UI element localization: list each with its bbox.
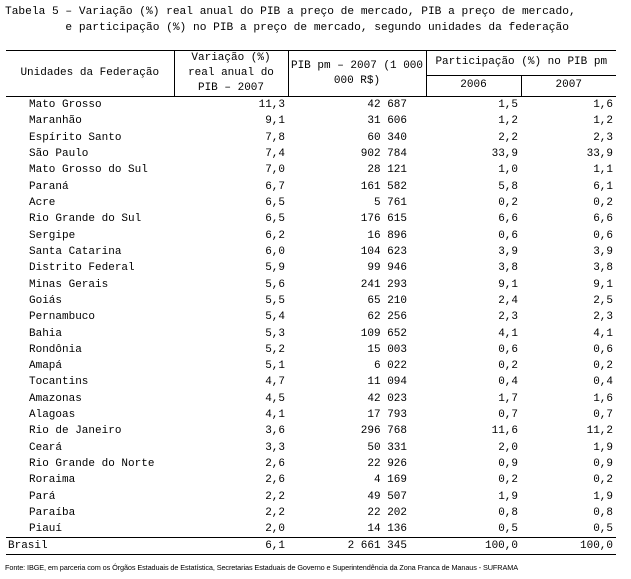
- table-row: [6, 113, 616, 129]
- participation-2006-cell: 2,4: [498, 294, 518, 307]
- table-row: [6, 97, 616, 114]
- participation-2006-cell: 1,2: [498, 115, 518, 128]
- pib-cell: 2 661 345: [288, 538, 426, 555]
- participation-2006-cell: 0,2: [498, 474, 518, 487]
- participation-2006-cell: 2,2: [498, 131, 518, 144]
- header-year-2006: 2006: [426, 75, 521, 96]
- participation-2007-cell: 1,1: [593, 164, 614, 177]
- participation-2007-cell: 0,7: [593, 409, 614, 422]
- variation-cell: 6,5: [265, 213, 285, 226]
- table-caption: [5, 4, 625, 36]
- table-row: [6, 146, 616, 162]
- participation-2006-cell: 4,1: [498, 327, 518, 340]
- table-row: [6, 440, 616, 456]
- participation-2006-cell: 11,6: [491, 425, 518, 438]
- state-cell: Brasil: [6, 538, 174, 555]
- state-cell: Amapá: [29, 360, 63, 373]
- participation-2007-cell: 3,9: [593, 245, 614, 258]
- participation-2007-cell: 1,6: [593, 99, 614, 112]
- variation-cell: 6,7: [265, 180, 285, 193]
- variation-cell: 4,5: [265, 392, 285, 405]
- variation-cell: 7,4: [265, 148, 285, 161]
- pib-cell: 31 606: [367, 115, 407, 128]
- table-row: [6, 130, 616, 146]
- participation-2006-cell: 0,9: [498, 458, 518, 471]
- state-cell: Rio Grande do Sul: [29, 213, 142, 226]
- table-row: [6, 179, 616, 195]
- pib-cell: 42 687: [367, 99, 407, 112]
- variation-cell: 3,3: [265, 441, 285, 454]
- table-row: [6, 211, 616, 227]
- header-variation: Variação (%) real anual do PIB – 2007: [174, 51, 288, 97]
- table-row: [6, 293, 616, 309]
- pib-cell: 50 331: [367, 441, 407, 454]
- participation-2006-cell: 2,3: [498, 311, 518, 324]
- participation-2006-cell: 33,9: [491, 148, 518, 161]
- table-row: [6, 489, 616, 505]
- table-row: [6, 276, 616, 292]
- gdp-table: [6, 50, 616, 555]
- variation-cell: 5,3: [265, 327, 285, 340]
- state-cell: Sergipe: [29, 229, 76, 242]
- variation-cell: 5,5: [265, 294, 285, 307]
- table-row: [6, 228, 616, 244]
- pib-cell: 17 793: [367, 409, 407, 422]
- state-cell: Pará: [29, 490, 56, 503]
- pib-cell: 99 946: [367, 262, 407, 275]
- participation-2006-cell: 1,0: [498, 164, 518, 177]
- variation-cell: 6,0: [265, 245, 285, 258]
- participation-2006-cell: 0,6: [498, 229, 518, 242]
- state-cell: Minas Gerais: [29, 278, 109, 291]
- table-row: [6, 244, 616, 260]
- state-cell: Maranhão: [29, 115, 82, 128]
- participation-2007-cell: 0,8: [593, 506, 614, 519]
- table-row: [6, 195, 616, 211]
- participation-2006-cell: 6,6: [498, 213, 518, 226]
- state-cell: Distrito Federal: [29, 262, 135, 275]
- state-cell: Santa Catarina: [29, 245, 122, 258]
- state-cell: Acre: [29, 197, 56, 210]
- participation-2007-cell: 0,6: [593, 229, 614, 242]
- state-cell: Amazonas: [29, 392, 82, 405]
- participation-2007-cell: 0,5: [593, 523, 614, 536]
- pib-cell: 109 652: [360, 327, 407, 340]
- state-cell: Bahia: [29, 327, 63, 340]
- state-cell: Mato Grosso: [29, 99, 102, 112]
- table-row: [6, 358, 616, 374]
- participation-2007-cell: 0,2: [593, 197, 614, 210]
- state-cell: Piauí: [29, 523, 63, 536]
- participation-2007-cell: 1,9: [593, 441, 614, 454]
- state-cell: Pernambuco: [29, 311, 96, 324]
- participation-2006-cell: 0,2: [498, 360, 518, 373]
- variation-cell: 5,9: [265, 262, 285, 275]
- participation-2006-cell: 0,5: [498, 523, 518, 536]
- table-row: [6, 505, 616, 521]
- table-row: [6, 260, 616, 276]
- pib-cell: 11 094: [367, 376, 407, 389]
- variation-cell: 5,2: [265, 343, 285, 356]
- pib-cell: 15 003: [367, 343, 407, 356]
- header-pib: PIB pm – 2007 (1 000 000 R$): [288, 51, 426, 97]
- state-cell: Paraná: [29, 180, 69, 193]
- participation-2007-cell: 0,9: [593, 458, 614, 471]
- participation-2006-cell: 1,5: [498, 99, 518, 112]
- variation-cell: 6,1: [174, 538, 288, 555]
- state-cell: Espírito Santo: [29, 131, 122, 144]
- pib-cell: 161 582: [360, 180, 407, 193]
- participation-2007-cell: 1,9: [593, 490, 614, 503]
- participation-2007-cell: 4,1: [593, 327, 614, 340]
- state-cell: Rondônia: [29, 343, 82, 356]
- pib-cell: 902 784: [360, 148, 407, 161]
- participation-2007-cell: 1,2: [593, 115, 614, 128]
- participation-2007-cell: 3,8: [593, 262, 614, 275]
- state-cell: Mato Grosso do Sul: [29, 164, 148, 177]
- participation-2007-cell: 6,6: [593, 213, 614, 226]
- table-row: [6, 342, 616, 358]
- pib-cell: 28 121: [367, 164, 407, 177]
- variation-cell: 9,1: [265, 115, 285, 128]
- variation-cell: 2,2: [265, 506, 285, 519]
- participation-2006-cell: 9,1: [498, 278, 518, 291]
- variation-cell: 5,4: [265, 311, 285, 324]
- state-cell: Ceará: [29, 441, 63, 454]
- table-header: [6, 51, 616, 97]
- participation-2007-cell: 0,6: [593, 343, 614, 356]
- state-cell: Roraima: [29, 474, 76, 487]
- participation-2007-cell: 0,4: [593, 376, 614, 389]
- pib-cell: 60 340: [367, 131, 407, 144]
- table-row: [6, 407, 616, 423]
- state-cell: São Paulo: [29, 148, 89, 161]
- pib-cell: 22 202: [367, 506, 407, 519]
- participation-2007-cell: 0,2: [593, 360, 614, 373]
- variation-cell: 2,2: [265, 490, 285, 503]
- pib-cell: 296 768: [360, 425, 407, 438]
- participation-2006-cell: 3,8: [498, 262, 518, 275]
- state-cell: Tocantins: [29, 376, 89, 389]
- pib-cell: 49 507: [367, 490, 407, 503]
- state-cell: Rio Grande do Norte: [29, 458, 155, 471]
- participation-2006-cell: 0,8: [498, 506, 518, 519]
- participation-2007-cell: 33,9: [586, 148, 614, 161]
- table-body: [6, 97, 616, 555]
- header-state: Unidades da Federação: [6, 51, 174, 97]
- variation-cell: 2,0: [265, 523, 285, 536]
- variation-cell: 3,6: [265, 425, 285, 438]
- participation-2007-cell: 2,5: [593, 294, 614, 307]
- variation-cell: 2,6: [265, 458, 285, 471]
- participation-2006-cell: 3,9: [498, 245, 518, 258]
- pib-cell: 14 136: [367, 523, 407, 536]
- participation-2007-cell: 0,2: [593, 474, 614, 487]
- pib-cell: 16 896: [367, 229, 407, 242]
- variation-cell: 6,2: [265, 229, 285, 242]
- variation-cell: 7,8: [265, 131, 285, 144]
- source-note: Fonte: IBGE, em parceria com os Órgãos Estaduais de Estatística, Secretarias Estaduais de Governo e Superintendência da Zona Franca de Manaus - SUFRAMA: [5, 563, 518, 572]
- participation-2006-cell: 2,0: [498, 441, 518, 454]
- pib-cell: 6 022: [373, 360, 407, 373]
- variation-cell: 5,6: [265, 278, 285, 291]
- state-cell: Paraíba: [29, 506, 76, 519]
- table-row: [6, 309, 616, 325]
- participation-2006-cell: 0,6: [498, 343, 518, 356]
- state-cell: Rio de Janeiro: [29, 425, 122, 438]
- participation-2007-cell: 100,0: [521, 538, 616, 555]
- table-row: [6, 374, 616, 390]
- participation-2007-cell: 2,3: [593, 311, 614, 324]
- participation-2007-cell: 9,1: [593, 278, 614, 291]
- pib-cell: 241 293: [360, 278, 407, 291]
- state-cell: Goiás: [29, 294, 63, 307]
- caption-line-2: e participação (%) no PIB a preço de mercado, segundo unidades da federação: [5, 22, 569, 34]
- participation-2006-cell: 100,0: [426, 538, 521, 555]
- caption-line-1: Tabela 5 – Variação (%) real anual do PIB a preço de mercado, PIB a preço de mercado,: [5, 6, 576, 18]
- participation-2007-cell: 6,1: [593, 180, 614, 193]
- participation-2006-cell: 1,7: [498, 392, 518, 405]
- pib-cell: 5 761: [373, 197, 407, 210]
- pib-cell: 176 615: [360, 213, 407, 226]
- table-row: [6, 472, 616, 488]
- table-row: [6, 521, 616, 538]
- pib-cell: 65 210: [367, 294, 407, 307]
- header-year-2007: 2007: [521, 75, 616, 96]
- participation-2006-cell: 0,7: [498, 409, 518, 422]
- header-participation: Participação (%) no PIB pm: [426, 51, 616, 76]
- total-row: [6, 538, 616, 555]
- pib-cell: 104 623: [360, 245, 407, 258]
- table-row: [6, 391, 616, 407]
- variation-cell: 4,1: [265, 409, 285, 422]
- pib-cell: 42 023: [367, 392, 407, 405]
- pib-cell: 4 169: [373, 474, 407, 487]
- participation-2006-cell: 1,9: [498, 490, 518, 503]
- variation-cell: 2,6: [265, 474, 285, 487]
- variation-cell: 5,1: [265, 360, 285, 373]
- variation-cell: 11,3: [258, 99, 285, 112]
- participation-2006-cell: 0,4: [498, 376, 518, 389]
- table-row: [6, 456, 616, 472]
- variation-cell: 7,0: [265, 164, 285, 177]
- table-row: [6, 423, 616, 439]
- variation-cell: 4,7: [265, 376, 285, 389]
- participation-2006-cell: 5,8: [498, 180, 518, 193]
- participation-2006-cell: 0,2: [498, 197, 518, 210]
- table-row: [6, 162, 616, 178]
- pib-cell: 22 926: [367, 458, 407, 471]
- participation-2007-cell: 2,3: [593, 131, 614, 144]
- participation-2007-cell: 1,6: [593, 392, 614, 405]
- pib-cell: 62 256: [367, 311, 407, 324]
- variation-cell: 6,5: [265, 197, 285, 210]
- participation-2007-cell: 11,2: [586, 425, 614, 438]
- table-row: [6, 325, 616, 341]
- state-cell: Alagoas: [29, 409, 76, 422]
